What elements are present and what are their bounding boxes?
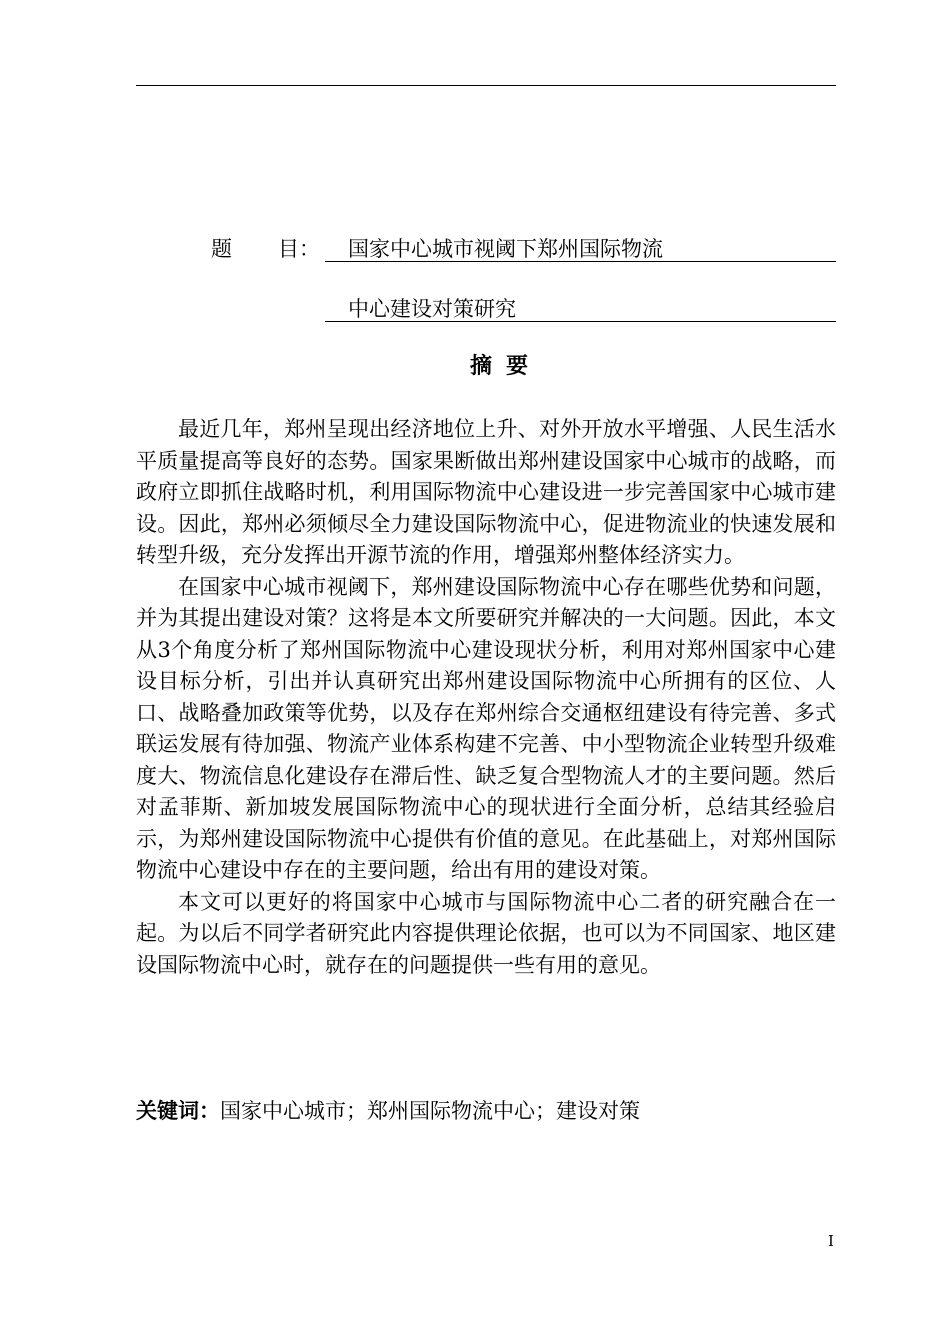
- title-label-char-2: 目：: [278, 237, 320, 261]
- abstract-heading: 摘要: [469, 353, 542, 379]
- keywords-label: 关键词：: [136, 1098, 220, 1123]
- title-label-char-1: 题: [211, 237, 232, 261]
- title-row-1: [136, 234, 836, 264]
- title-underline-2: [325, 294, 836, 322]
- header-rule: [136, 85, 836, 86]
- keywords-value: 国家中心城市；郑州国际物流中心；建设对策: [220, 1099, 640, 1123]
- abstract-paragraph-3: 本文可以更好的将国家中心城市与国际物流中心二者的研究融合在一起。为以后不同学者研究此内容提供理论依据，也可以为不同国家、地区建设国际物流中心时，就存在的问题提供一些有用的意见。: [136, 889, 836, 977]
- title-line-1: 国家中心城市视阈下郑州国际物流: [348, 237, 663, 261]
- keywords: [136, 1096, 836, 1126]
- title-underline-1: [325, 234, 836, 262]
- page-number: I: [828, 1232, 834, 1250]
- title-label: [211, 234, 320, 264]
- title-line-2: 中心建设对策研究: [348, 297, 516, 321]
- title-row-2: [136, 294, 836, 324]
- abstract-paragraph-1: 最近几年，郑州呈现出经济地位上升、对外开放水平增强、人民生活水平质量提高等良好的态势。国家果断做出郑州建设国家中心城市的战略，而政府立即抓住战略时机，利用国际物流中心建设进一步完善国家中心城市建设。因此，郑州必须倾尽全力建设国际物流中心，促进物流业的快速发展和转型升级，充分发挥出开源节流的作用，增强郑州整体经济实力。: [136, 417, 836, 567]
- abstract-body: [136, 414, 836, 981]
- abstract-paragraph-2: 在国家中心城市视阈下，郑州建设国际物流中心存在哪些优势和问题，并为其提出建设对策？这将是本文所要研究并解决的一大问题。因此，本文从3个角度分析了郑州国际物流中心建设现状分析，利用对郑州国家中心建设目标分析，引出并认真研究出郑州建设国际物流中心所拥有的区位、人口、战略叠加政策等优势，以及存在郑州综合交通枢纽建设有待完善、多式联运发展有待加强、物流产业体系构建不完善、中小型物流企业转型升级难度大、物流信息化建设存在滞后性、缺乏复合型物流人才的主要问题。然后对孟菲斯、新加坡发展国际物流中心的现状进行全面分析，总结其经验启示，为郑州建设国际物流中心提供有价值的意见。在此基础上，对郑州国际物流中心建设中存在的主要问题，给出有用的建设对策。: [136, 574, 836, 882]
